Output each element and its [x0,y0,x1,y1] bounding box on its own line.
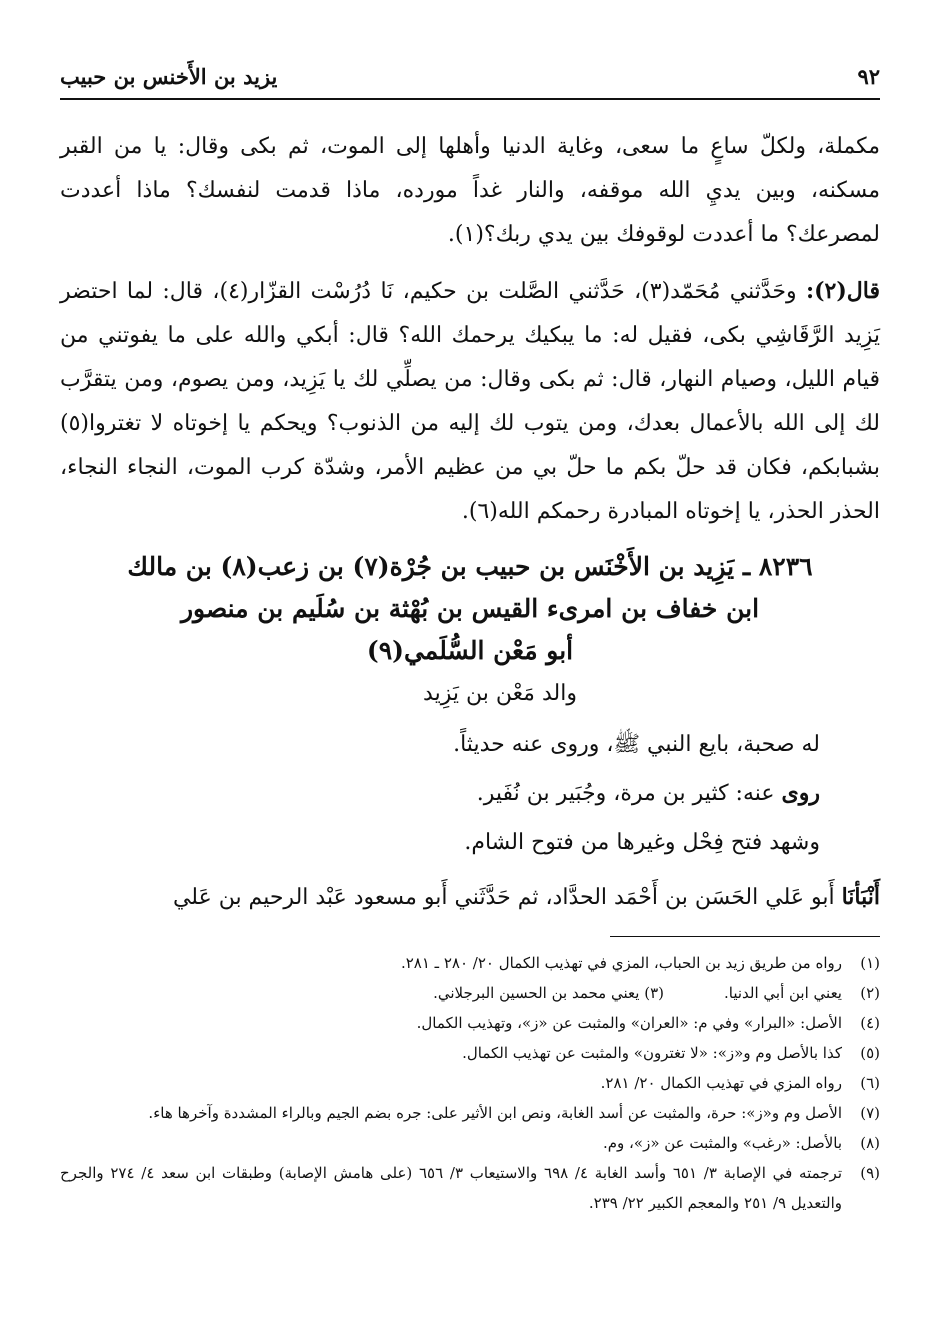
footnote: (٨) بالأصل: «رغب» والمثبت عن «ز»، وم. [602,1134,880,1152]
running-title: يزيد بن الأَخنس بن حبيب [60,63,278,89]
footnote-rule [610,936,880,937]
isnad-lead: أَنْبَأنَا [841,884,880,910]
entry-line: وشهد فتح فِحْل وغيرها من فتوح الشام. [464,830,820,855]
footnote: (١) رواه من طريق زيد بن الحباب، المزي في تهذيب الكمال ٢٠/ ٢٨٠ ـ ٢٨١. [400,954,880,972]
running-header [60,56,880,96]
entry-line-lead: روى [781,780,820,806]
isnad-line [60,873,880,922]
footnotes [60,948,880,1218]
entry-line: روى عنه: كثير بن مرة، وجُبَير بن نُفَير. [476,780,820,806]
footnote: (٧) الأصل وم و«ز»: حرة، والمثبت عن أسد الغابة، ونص ابن الأثير على: جره بضم الجيم وبالراء المشددة وآخرها هاء. [148,1104,880,1122]
paragraph-lead: قال(٢): [806,278,880,304]
paragraph-text: مكملة، ولكلّ ساعٍ ما سعى، وغاية الدنيا وأهلها إلى الموت، ثم بكى وقال: يا من القبر مسكنه، وبين يديِ الله موقفه، والنار غداً مورده، ماذا قدمت لنفسك؟ ماذا أعددت لمصرعك؟ ما أعددت لوقوفك بين يدي ربك؟(١). [60,134,880,247]
paragraph-text: وحَدَّثني مُحَمّد(٣)، حَدَّثني الصَّلت بن حكيم، نَا دُرُسْت القزّار(٤)، قال: لما احتضر يَزِيد الرَّقَاشِي بكى، فقيل له: ما يبكيك يرحمك الله؟ قال: أبكي والله على ما يفوتني من قيام الليل، وصيام النهار، قال: ثم بكى وقال: من يصلِّي لك يا يَزِيد، ومن يصوم، ومن يتقرَّب لك إلى الله بالأعمال بعدك، ومن يتوب لك إليه من الذنوب؟ ويحكم يا إخوتاه لا تغتروا(٥) بشبابكم، فكان قد حلّ بكم ما حلّ بي من عظيم الأمر، وشدّة كرب الموت، النجاء النجاء، الحذر الحذر، يا إخوتاه المبادرة رحمكم الله(٦). [60,279,880,524]
entry-heading [60,546,880,672]
header-rule [60,98,880,100]
footnote: (٦) رواه المزي في تهذيب الكمال ٢٠/ ٢٨١. [600,1074,880,1092]
entry-heading-line: ابن خفاف بن امرىء القيس بن بُهْثة بن سُلَيم بن منصور [180,594,760,623]
entry-heading-line: أبو مَعْن السُّلَمي(٩) [366,636,574,665]
entry-subtitle: والد مَعْن بن يَزِيد [423,681,577,706]
paragraph-1 [60,124,880,257]
isnad-text: أَبو عَلي الحَسَن بن أَحْمَد الحدَّاد، ثم حَدَّثَني أَبو مسعود عَبْد الرحيم بن عَلي [172,885,842,910]
entry-line: له صحبة، بايع النبي ﷺ، وروى عنه حديثاً. [453,732,820,757]
main-text [60,124,880,922]
footnote: (٢) يعني ابن أبي الدنيا.(٣) يعني محمد بن الحسين البرجلاني. [433,984,880,1002]
entry-heading-line: ٨٢٣٦ ـ يَزِيد بن الأَخْنَس بن حبيب بن جُرْة(٧) بن زعب(٨) بن مالك [127,552,813,581]
page-number: ٩٢ [857,63,880,89]
footnote: (٤) الأصل: «البرار» وفي م: «العران» والمثبت عن «ز»، وتهذيب الكمال. [416,1014,880,1032]
footnote: (٩) ترجمته في الإصابة ٣/ ٦٥١ وأسد الغابة ٤/ ٦٩٨ والاستيعاب ٣/ ٦٥٦ (على هامش الإصابة) وطبقات ابن سعد ٤/ ٢٧٤ والجرح والتعديل ٩/ ٢٥١ والمعجم الكبير ٢٢/ ٢٣٩. [60,1164,880,1212]
paragraph-2 [60,269,880,534]
footnote: (٥) كذا بالأصل وم و«ز»: «لا تغترون» والمثبت عن تهذيب الكمال. [462,1044,880,1062]
book-page [60,0,880,1341]
